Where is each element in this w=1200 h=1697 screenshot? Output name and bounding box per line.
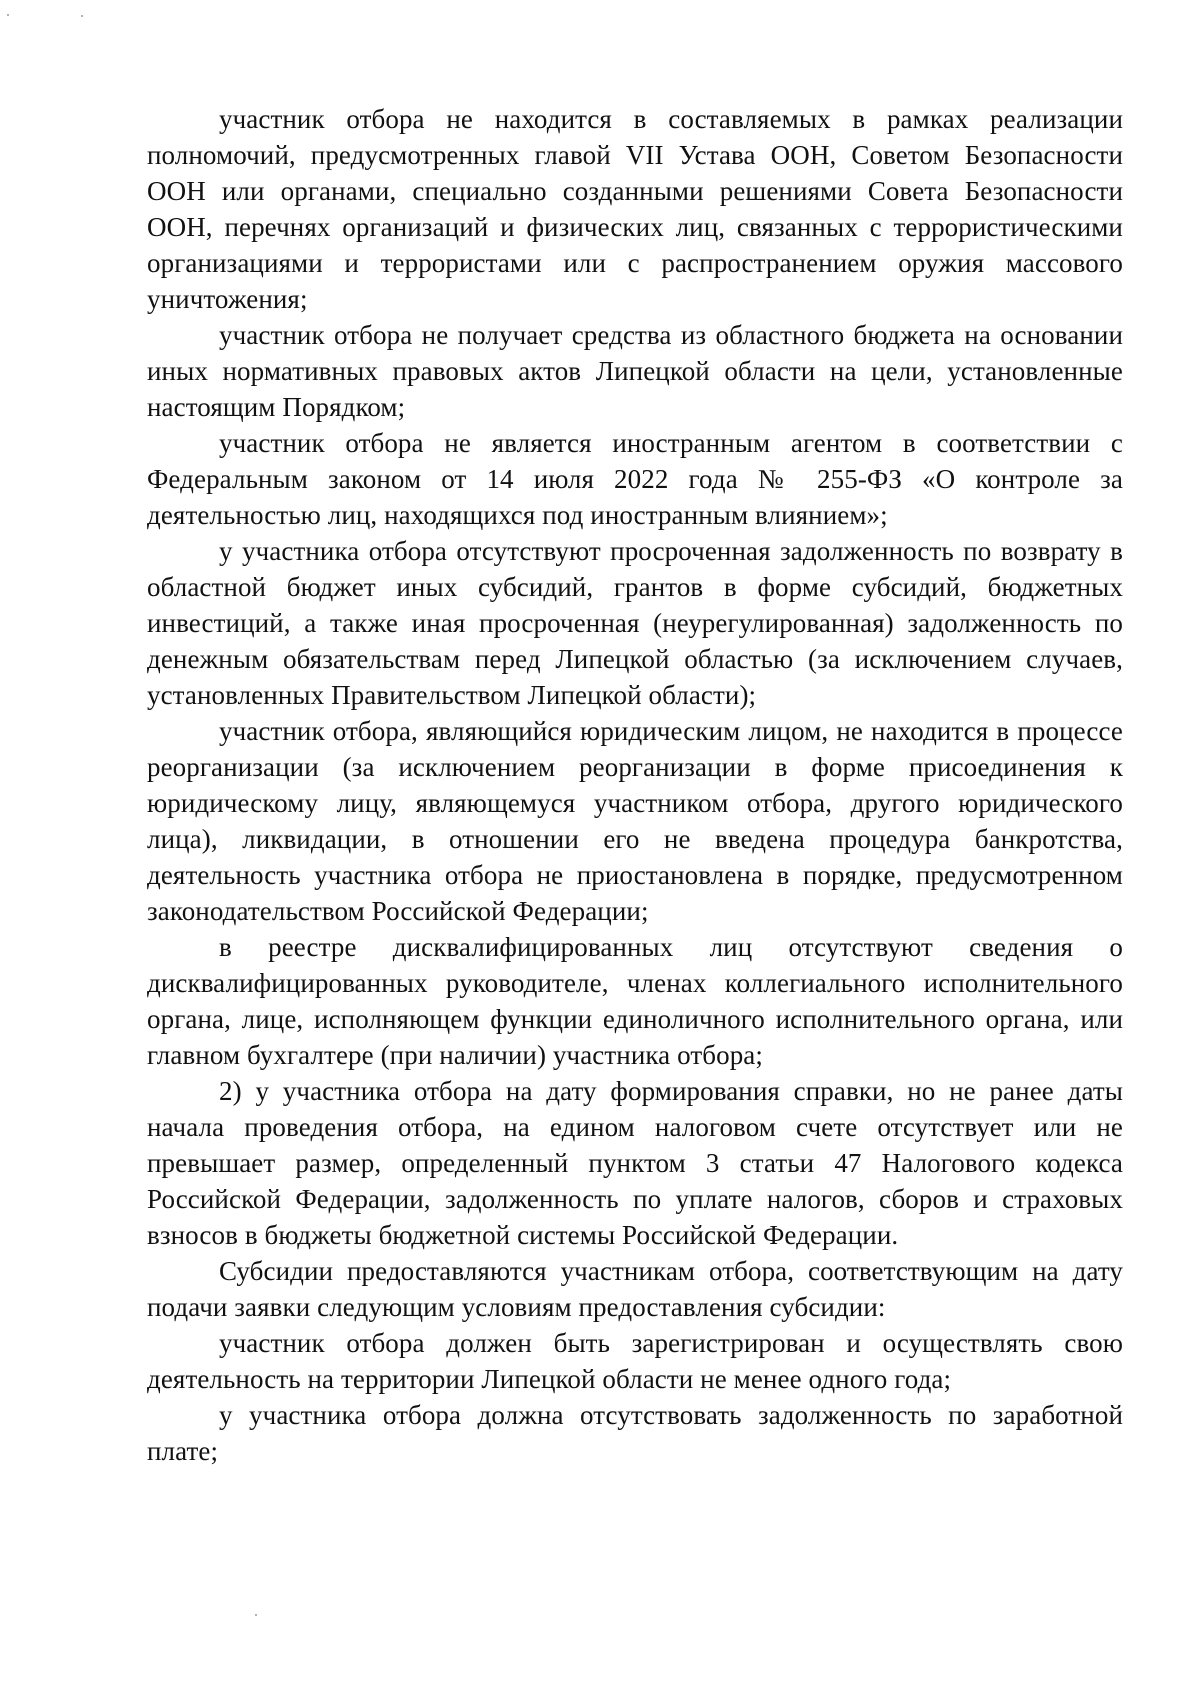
paragraph-disqualified-registry: в реестре дисквалифицированных лиц отсутствуют сведения о дисквалифицированных руководителе, членах коллегиального исполнительного органа, лице, исполняющем функции единоличного исполнительного органа, или главном бухгалтере (при наличии) участника отбора; xyxy=(147,932,1123,1070)
scan-speck xyxy=(7,14,9,16)
paragraph-no-regional-funds: участник отбора не получает средства из областного бюджета на основании иных нормативных правовых актов Липецкой области на цели, установленные настоящим Порядком; xyxy=(147,320,1123,422)
document-body xyxy=(147,101,1123,1469)
paragraph-no-wage-debt: у участника отбора должна отсутствовать задолженность по заработной плате; xyxy=(147,1400,1123,1466)
paragraph-not-foreign-agent: участник отбора не является иностранным агентом в соответствии с Федеральным законом от 14 июля 2022 года № 255-ФЗ «О контроле за деятельностью лиц, находящихся под иностранным влиянием»; xyxy=(147,428,1123,530)
paragraph-registration-term: участник отбора должен быть зарегистрирован и осуществлять свою деятельность на территории Липецкой области не менее одного года; xyxy=(147,1328,1123,1394)
paragraph-subsidy-conditions: Субсидии предоставляются участникам отбора, соответствующим на дату подачи заявки следующим условиям предоставления субсидии: xyxy=(147,1256,1123,1322)
paragraph-tax-debt: 2) у участника отбора на дату формирования справки, но не ранее даты начала проведения отбора, на едином налоговом счете отсутствует или не превышает размер, определенный пунктом 3 статьи 47 Налогового кодекса Российской Федерации, задолженность по уплате налогов, сборов и страховых взносов в бюджеты бюджетной системы Российской Федерации. xyxy=(147,1076,1123,1250)
paragraph-no-reorganization: участник отбора, являющийся юридическим лицом, не находится в процессе реорганизации (за исключением реорганизации в форме присоединения к юридическому лицу, являющемуся участником отбора, другого юридического лица), ликвидации, в отношении его не введена процедура банкротства, деятельность участника отбора не приостановлена в порядке, предусмотренном законодательством Российской Федерации; xyxy=(147,716,1123,926)
scan-speck xyxy=(255,1614,257,1616)
paragraph-no-overdue-debt: у участника отбора отсутствуют просроченная задолженность по возврату в областной бюджет иных субсидий, грантов в форме субсидий, бюджетных инвестиций, а также иная просроченная (неурегулированная) задолженность по денежным обязательствам перед Липецкой областью (за исключением случаев, установленных Правительством Липецкой области); xyxy=(147,536,1123,710)
paragraph-un-sanctions: участник отбора не находится в составляемых в рамках реализации полномочий, предусмотренных главой VII Устава ООН, Советом Безопасности ООН или органами, специально созданными решениями Совета Безопасности ООН, перечнях организаций и физических лиц, связанных с террористическими организациями и террористами или с распространением оружия массового уничтожения; xyxy=(147,104,1123,314)
scan-speck xyxy=(81,15,83,17)
